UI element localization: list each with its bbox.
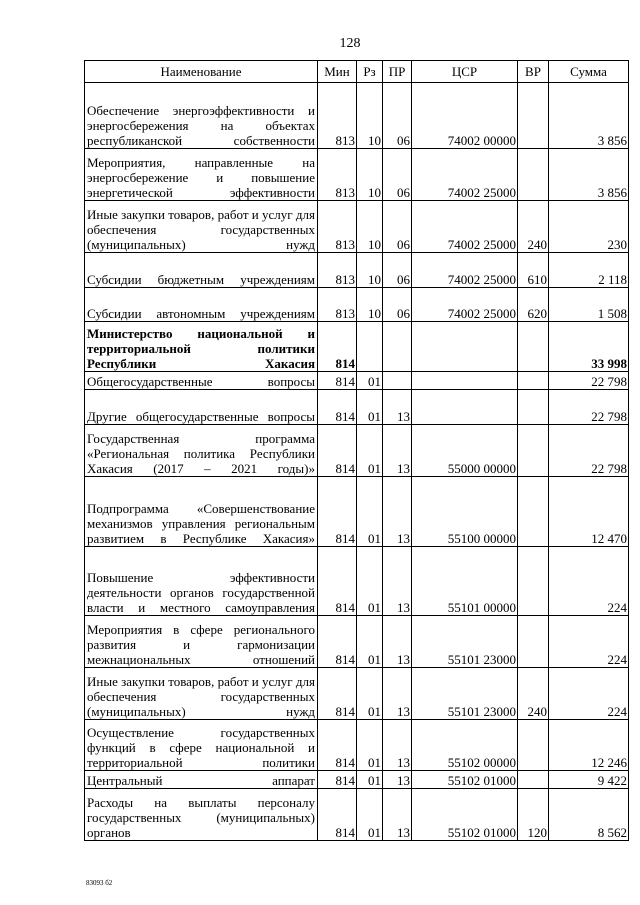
cell-pr: [383, 372, 412, 390]
cell-name: Иные закупки товаров, работ и услуг для обеспечения государственных (муниципальных) нужд: [85, 668, 318, 720]
table-row: [85, 668, 629, 720]
cell-rz: 10: [357, 253, 383, 288]
cell-vr: [518, 83, 549, 149]
cell-pr: 13: [383, 789, 412, 841]
cell-sum: 22 798: [549, 372, 629, 390]
cell-vr: [518, 477, 549, 547]
cell-pr: 13: [383, 425, 412, 477]
table-row: [85, 771, 629, 789]
table-row: [85, 288, 629, 322]
cell-csr: [412, 322, 518, 372]
cell-sum: 3 856: [549, 83, 629, 149]
cell-min: 814: [318, 789, 357, 841]
cell-min: 814: [318, 668, 357, 720]
cell-csr: 55102 01000: [412, 789, 518, 841]
header-min: Мин: [318, 61, 357, 83]
cell-vr: 610: [518, 253, 549, 288]
cell-name: Повышение эффективности деятельности органов государственной власти и местного самоуправления: [85, 547, 318, 616]
table-row: [85, 372, 629, 390]
cell-pr: 06: [383, 149, 412, 201]
cell-sum: 12 246: [549, 720, 629, 771]
cell-csr: 74002 25000: [412, 149, 518, 201]
cell-sum: 224: [549, 668, 629, 720]
cell-sum: 8 562: [549, 789, 629, 841]
cell-vr: [518, 149, 549, 201]
cell-min: 813: [318, 201, 357, 253]
cell-rz: 01: [357, 547, 383, 616]
budget-table: [84, 60, 629, 841]
cell-pr: 06: [383, 201, 412, 253]
cell-name: Субсидии бюджетным учреждениям: [85, 253, 318, 288]
table-row: [85, 322, 629, 372]
header-rz: Рз: [357, 61, 383, 83]
cell-sum: 224: [549, 547, 629, 616]
table-row: [85, 720, 629, 771]
header-name: Наименование: [85, 61, 318, 83]
cell-min: 813: [318, 149, 357, 201]
table-row: [85, 616, 629, 668]
table-header-row: [85, 61, 629, 83]
cell-name: Центральный аппарат: [85, 771, 318, 789]
cell-sum: 230: [549, 201, 629, 253]
cell-min: 813: [318, 83, 357, 149]
cell-sum: 2 118: [549, 253, 629, 288]
cell-min: 814: [318, 547, 357, 616]
cell-csr: 55101 00000: [412, 547, 518, 616]
cell-min: 814: [318, 720, 357, 771]
cell-pr: [383, 322, 412, 372]
cell-csr: [412, 390, 518, 425]
cell-vr: 620: [518, 288, 549, 322]
table-body: [85, 83, 629, 841]
table-row: [85, 477, 629, 547]
table-row: [85, 201, 629, 253]
cell-rz: 10: [357, 83, 383, 149]
table-row: [85, 547, 629, 616]
cell-min: 813: [318, 288, 357, 322]
page-number: 128: [339, 36, 361, 51]
cell-rz: 01: [357, 616, 383, 668]
cell-vr: [518, 322, 549, 372]
table-row: [85, 253, 629, 288]
header-csr: ЦСР: [412, 61, 518, 83]
cell-min: 814: [318, 616, 357, 668]
cell-min: 814: [318, 372, 357, 390]
cell-pr: 06: [383, 83, 412, 149]
cell-vr: [518, 372, 549, 390]
cell-vr: 240: [518, 201, 549, 253]
cell-vr: [518, 771, 549, 789]
cell-pr: 06: [383, 253, 412, 288]
cell-vr: [518, 720, 549, 771]
cell-rz: 01: [357, 425, 383, 477]
cell-csr: 55101 23000: [412, 668, 518, 720]
cell-pr: 13: [383, 477, 412, 547]
table-row: [85, 425, 629, 477]
cell-sum: 3 856: [549, 149, 629, 201]
cell-name: Другие общегосударственные вопросы: [85, 390, 318, 425]
cell-vr: [518, 425, 549, 477]
cell-min: 814: [318, 322, 357, 372]
cell-name: Субсидии автономным учреждениям: [85, 288, 318, 322]
cell-csr: 55102 01000: [412, 771, 518, 789]
cell-pr: 13: [383, 720, 412, 771]
cell-min: 814: [318, 390, 357, 425]
cell-rz: 10: [357, 201, 383, 253]
cell-csr: 74002 00000: [412, 83, 518, 149]
cell-sum: 12 470: [549, 477, 629, 547]
cell-vr: [518, 616, 549, 668]
header-pr: ПР: [383, 61, 412, 83]
cell-name: Подпрограмма «Совершенствование механизмов управления региональным развитием в Республике Хакасия»: [85, 477, 318, 547]
cell-pr: 13: [383, 616, 412, 668]
cell-name: Мероприятия, направленные на энергосбережение и повышение энергетической эффективности: [85, 149, 318, 201]
cell-sum: 224: [549, 616, 629, 668]
cell-min: 814: [318, 771, 357, 789]
cell-pr: 13: [383, 547, 412, 616]
cell-csr: 55102 00000: [412, 720, 518, 771]
cell-name: Министерство национальной и территориальной политики Республики Хакасия: [85, 322, 318, 372]
cell-csr: 74002 25000: [412, 288, 518, 322]
cell-rz: 01: [357, 771, 383, 789]
cell-name: Иные закупки товаров, работ и услуг для обеспечения государственных (муниципальных) нужд: [85, 201, 318, 253]
cell-pr: 13: [383, 771, 412, 789]
cell-vr: 240: [518, 668, 549, 720]
header-sum: Сумма: [549, 61, 629, 83]
cell-sum: 9 422: [549, 771, 629, 789]
cell-min: 813: [318, 253, 357, 288]
cell-name: Обеспечение энергоэффективности и энергосбережения на объектах республиканской собственности: [85, 83, 318, 149]
cell-name: Мероприятия в сфере регионального развития и гармонизации межнациональных отношений: [85, 616, 318, 668]
cell-name: Общегосударственные вопросы: [85, 372, 318, 390]
cell-csr: 74002 25000: [412, 201, 518, 253]
cell-rz: 01: [357, 477, 383, 547]
header-vr: ВР: [518, 61, 549, 83]
cell-name: Расходы на выплаты персоналу государственных (муниципальных) органов: [85, 789, 318, 841]
cell-name: Государственная программа «Региональная политика Республики Хакасия (2017 – 2021 годы)»: [85, 425, 318, 477]
cell-vr: [518, 390, 549, 425]
cell-csr: 55000 00000: [412, 425, 518, 477]
cell-rz: [357, 322, 383, 372]
cell-rz: 01: [357, 789, 383, 841]
cell-rz: 01: [357, 372, 383, 390]
cell-rz: 01: [357, 668, 383, 720]
cell-csr: 74002 25000: [412, 253, 518, 288]
cell-sum: 22 798: [549, 425, 629, 477]
cell-pr: 13: [383, 390, 412, 425]
table-row: [85, 83, 629, 149]
cell-sum: 22 798: [549, 390, 629, 425]
cell-vr: [518, 547, 549, 616]
cell-sum: 33 998: [549, 322, 629, 372]
cell-csr: 55100 00000: [412, 477, 518, 547]
cell-rz: 10: [357, 149, 383, 201]
cell-rz: 01: [357, 390, 383, 425]
cell-pr: 06: [383, 288, 412, 322]
cell-min: 814: [318, 425, 357, 477]
cell-rz: 10: [357, 288, 383, 322]
cell-vr: 120: [518, 789, 549, 841]
table-row: [85, 149, 629, 201]
table-row: [85, 390, 629, 425]
footer-code: 83093 б2: [86, 879, 113, 887]
cell-min: 814: [318, 477, 357, 547]
cell-sum: 1 508: [549, 288, 629, 322]
cell-rz: 01: [357, 720, 383, 771]
cell-csr: [412, 372, 518, 390]
cell-csr: 55101 23000: [412, 616, 518, 668]
cell-pr: 13: [383, 668, 412, 720]
cell-name: Осуществление государственных функций в сфере национальной и территориальной политики: [85, 720, 318, 771]
table-row: [85, 789, 629, 841]
